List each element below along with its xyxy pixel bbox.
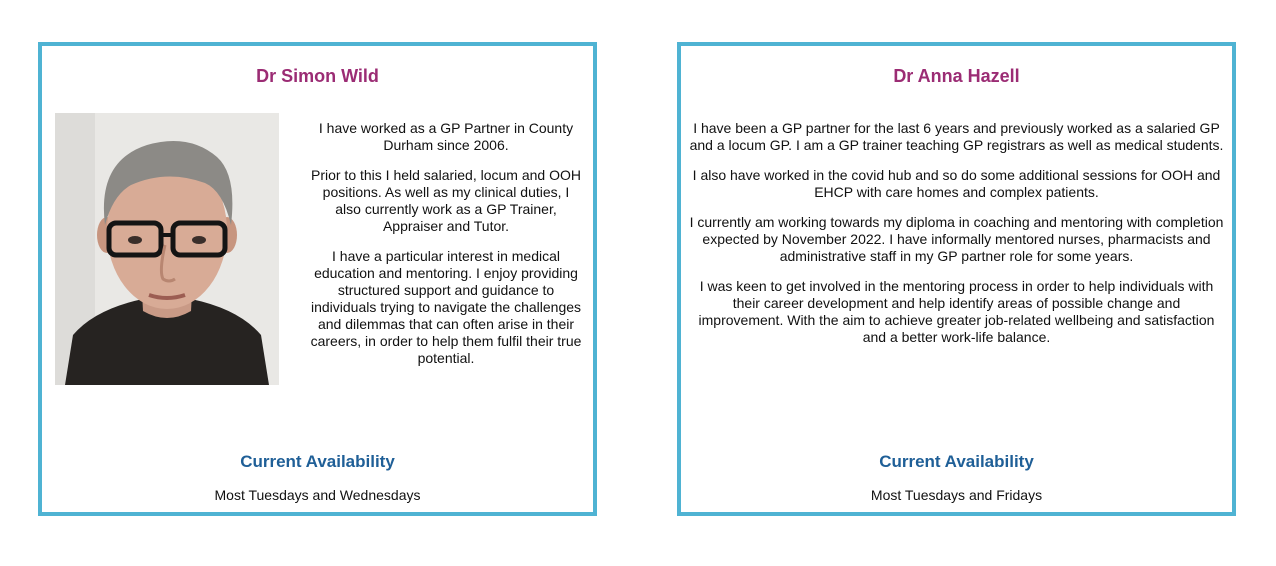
profile-name: Dr Anna Hazell xyxy=(893,66,1020,86)
availability-heading: Current Availability xyxy=(240,452,395,471)
bio-paragraph: I was keen to get involved in the mentoring process in order to help individuals with their career development and help identify areas of possible change and improvement. With the aim to achieve greater job-related wellbeing and satisfaction and a better work-life balance. xyxy=(698,278,1215,345)
profile-card-simon-wild xyxy=(38,42,597,516)
bio-paragraph: I have worked as a GP Partner in County Durham since 2006. xyxy=(318,120,574,153)
profile-bio xyxy=(308,120,584,380)
bio-paragraph: I currently am working towards my diploma in coaching and mentoring with completion expected by November 2022. I have informally mentored nurses, pharmacists and administrative staff in my GP partner role for some years. xyxy=(689,214,1224,264)
availability-heading: Current Availability xyxy=(879,452,1034,471)
profile-photo xyxy=(55,113,279,385)
bio-paragraph: I have been a GP partner for the last 6 years and previously worked as a salaried GP and a locum GP. I am a GP trainer teaching GP registrars as well as medical students. xyxy=(689,120,1224,153)
profile-bio xyxy=(689,120,1224,359)
availability-text: Most Tuesdays and Wednesdays xyxy=(214,487,421,503)
profile-name: Dr Simon Wild xyxy=(256,66,379,86)
profile-card-anna-hazell xyxy=(677,42,1236,516)
bio-paragraph: Prior to this I held salaried, locum and OOH positions. As well as my clinical duties, I also currently work as a GP Trainer, Appraiser and Tutor. xyxy=(310,167,581,234)
portrait-image xyxy=(55,113,279,385)
bio-paragraph: I have a particular interest in medical education and mentoring. I enjoy providing structured support and guidance to individuals trying to navigate the challenges and dilemmas that can often arise in their careers, in order to help them fulfil their true potential. xyxy=(310,248,582,366)
availability-text: Most Tuesdays and Fridays xyxy=(870,487,1043,503)
bio-paragraph: I also have worked in the covid hub and so do some additional sessions for OOH and EHCP with care homes and complex patients. xyxy=(692,167,1221,200)
